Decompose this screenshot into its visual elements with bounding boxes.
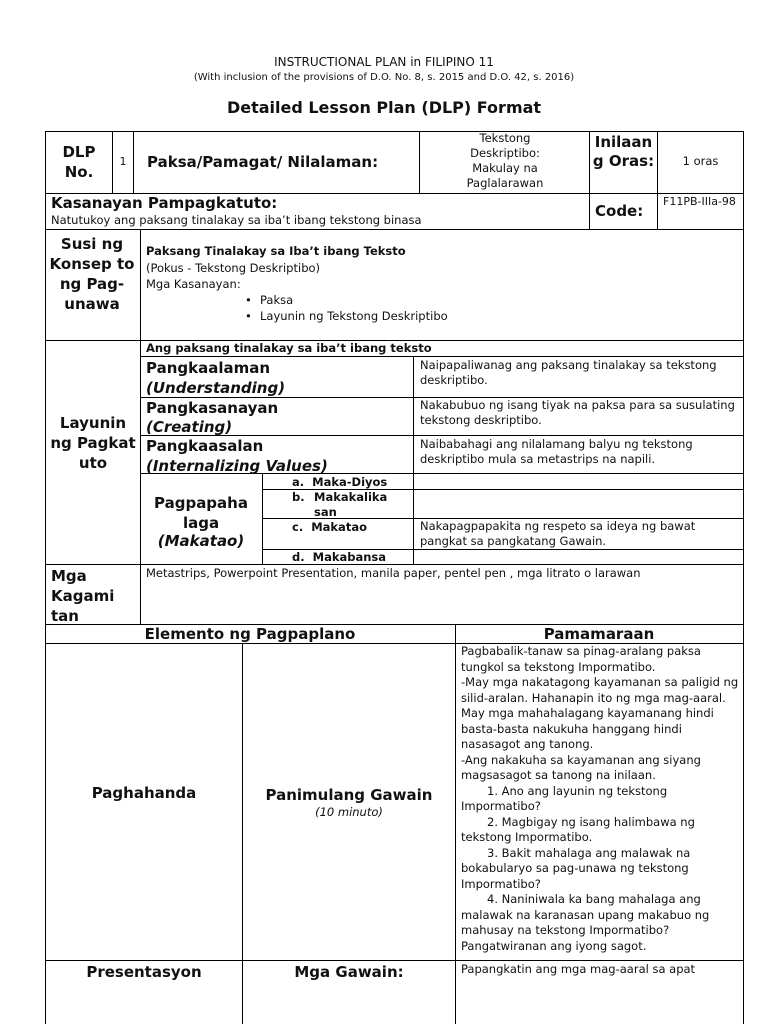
elemento-header: Elemento ng Pagpaplano [144, 625, 356, 643]
makatao-text: Nakapagpapakita ng respeto sa ideya ng bawat pangkat sa pangkatang Gawain. [420, 519, 696, 548]
internalizing-label: (Internalizing Values) [146, 457, 328, 475]
page-title: Detailed Lesson Plan (DLP) Format [226, 98, 542, 117]
dlp-no-value: 1 [119, 155, 127, 168]
value-item-makatao: c. Makatao [292, 520, 367, 534]
plan-heading: INSTRUCTIONAL PLAN in FILIPINO 11 [274, 55, 494, 69]
pangkasanayan-text: Nakabubuo ng isang tiyak na paksa para sa susulating tekstong deskriptibo. [420, 398, 735, 427]
code-label: Code: [595, 202, 644, 220]
list-item: 4. Naniniwala ka bang mahalaga ang malawak na karanasan upang makabuo ng mahusay na tekstong Impormatibo? Pangatwiranan ang iyong sagot. [461, 892, 710, 953]
pangkaalaman-label: Pangkaalaman [146, 359, 271, 377]
list-item: Pagbabalik-tanaw sa pinag-aralang paksa tungkol sa tekstong Impormatibo. [461, 644, 701, 674]
makatao-paren-label: (Makatao) [157, 532, 245, 550]
list-item: -Ang nakakuha sa kayamanan ang siyang magsasagot sa tanong na inilaan. [461, 752, 701, 782]
paksa-label: Paksa/Pamagat/ Nilalaman: [147, 153, 379, 171]
kagamitan-label: Mga Kagami tan [51, 567, 115, 625]
list-item: -May mga nakatagong kayamanan sa paligid ng silid-aralan. Hahanapin ito ng mga mag-aaral. May mga mahahalagang kayamanang hindi basta-basta nakukuha hanggang hindi nasasagot ang tanong. [461, 675, 739, 751]
pangkaalaman-text: Naipapaliwanag ang paksang tinalakay sa tekstong deskriptibo. [420, 358, 717, 387]
list-item: 1. Ano ang layunin ng tekstong Impormatibo? [461, 783, 668, 813]
list-item: • Layunin ng Tekstong Deskriptibo [170, 309, 730, 324]
presentasyon-text: Papangkatin ang mga mag-aaral sa apat [461, 962, 696, 976]
paghahanda-content [461, 644, 743, 954]
dlp-no-label: DLP No. [62, 143, 96, 181]
paghahanda-label: Paghahanda [91, 784, 197, 802]
layunin-top: Ang paksang tinalakay sa iba’t ibang teksto [146, 341, 432, 355]
list-item: 3. Bakit mahalaga ang malawak na bokabularyo sa pag-unawa ng tekstong Impormatibo? [461, 845, 691, 891]
plan-subheading: (With inclusion of the provisions of D.O. No. 8, s. 2015 and D.O. 42, s. 2016) [193, 72, 575, 83]
mga-gawain-label: Mga Gawain: [294, 963, 404, 981]
list-item: 2. Magbigay ng isang halimbawa ng tekstong Impormatibo. [461, 814, 695, 844]
inilaan-oras-label: Inilaan g Oras: [592, 133, 655, 170]
value-item-maka-diyos: a. Maka-Diyos [292, 475, 388, 489]
panimulang-gawain-duration: (10 minuto) [315, 805, 383, 819]
pangkasanayan-label: Pangkasanayan [146, 399, 279, 417]
oras-value: 1 oras [682, 154, 719, 168]
creating-label: (Creating) [146, 418, 233, 436]
pangkaasalan-text: Naibabahagi ang nilalamang balyu ng tekstong deskriptibo mula sa metastrips na napili. [420, 437, 693, 466]
understanding-label: (Understanding) [146, 379, 286, 397]
kagamitan-value: Metastrips, Powerpoint Presentation, manila paper, pentel pen , mga litrato o larawan [146, 566, 641, 580]
susi-mga-kasanayan: Mga Kasanayan: [146, 277, 241, 291]
pamamaraan-header: Pamamaraan [543, 625, 655, 643]
value-item-makabansa: d. Makabansa [292, 550, 387, 564]
pagpapahalaga-label: Pagpapaha laga [154, 494, 248, 532]
layunin-label: Layunin ng Pagkat uto [50, 414, 136, 472]
code-value: F11PB-IIIa-98 [663, 195, 736, 208]
susi-title: Paksang Tinalakay sa Iba’t ibang Teksto [146, 244, 406, 258]
panimulang-gawain-label: Panimulang Gawain [265, 786, 433, 804]
pangkaasalan-label: Pangkaasalan [146, 437, 264, 455]
susi-pokus: (Pokus - Tekstong Deskriptibo) [146, 261, 321, 275]
list-item: • Paksa [170, 293, 730, 308]
susi-label: Susi ng Konsep to ng Pag-unawa [49, 235, 135, 313]
value-item-makakalikasan: b. Makakalika san [292, 490, 388, 519]
kasanayan-value: Natutukoy ang paksang tinalakay sa iba’t ibang tekstong binasa [51, 213, 422, 227]
susi-bullet-list [170, 293, 730, 324]
paksa-value: Tekstong Deskriptibo: Makulay na Paglalarawan [466, 131, 544, 190]
presentasyon-label: Presentasyon [86, 963, 202, 981]
kasanayan-label: Kasanayan Pampagkatuto: [51, 194, 278, 212]
